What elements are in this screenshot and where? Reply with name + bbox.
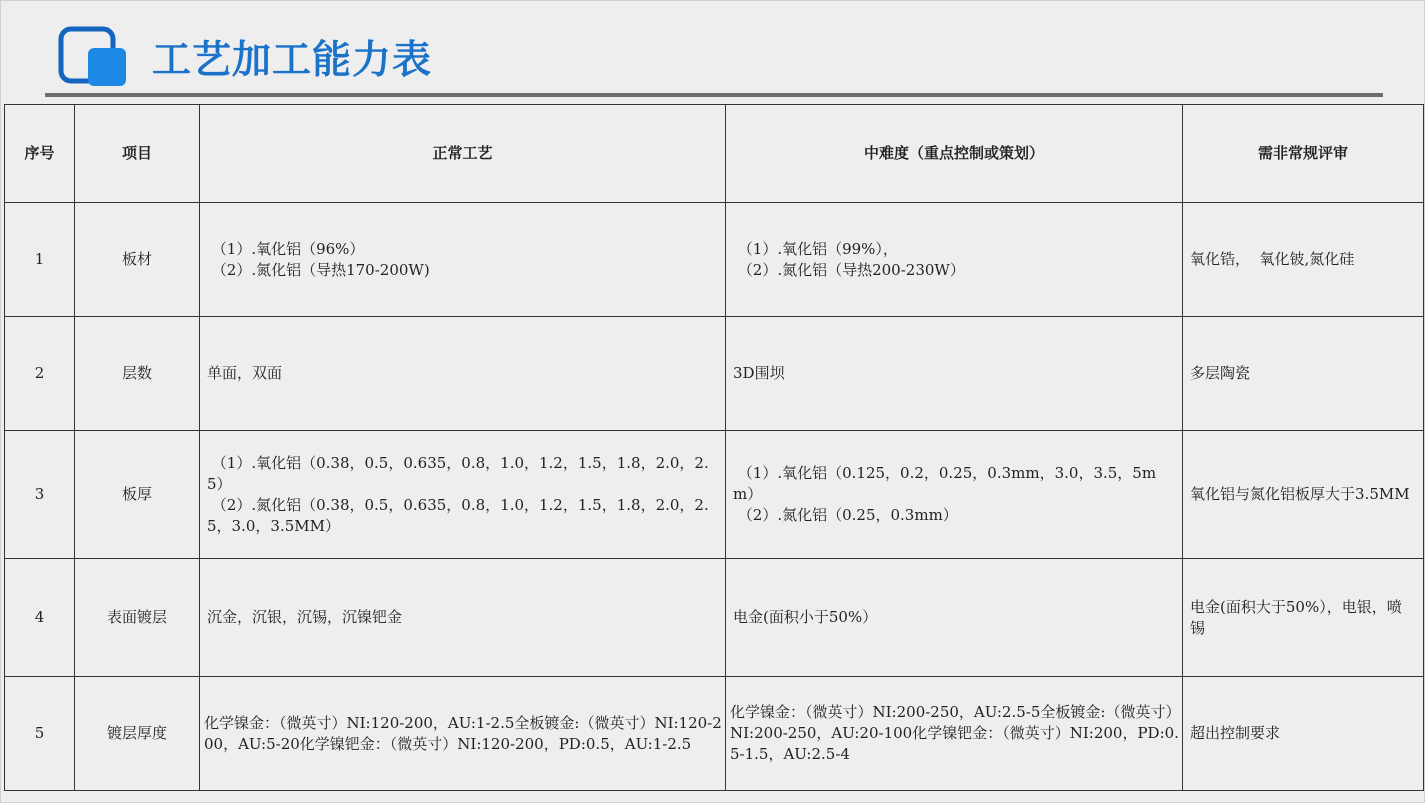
row-normal-text: 单面，双面 bbox=[207, 364, 283, 382]
row-normal-text: （1）.氧化铝（0.38，0.5，0.635，0.8，1.0，1.2，1.5，1.8，2.0，2.5） （2）.氮化铝（0.38，0.5，0.635，0.8，1.0，1.2，1.5，1.8，2.0，2.5，3.0，3.5MM） bbox=[207, 453, 709, 535]
header-normal: 正常工艺 bbox=[200, 105, 726, 203]
row-medium-text: （1）.氧化铝（0.125，0.2，0.25，0.3mm，3.0，3.5，5mm） （2）.氮化铝（0.25，0.3mm） bbox=[733, 464, 1157, 524]
row-normal-text: 化学镍金：（微英寸）NI:120-200，AU:1-2.5全板镀金:（微英寸）NI:120-200，AU:5-20化学镍钯金：（微英寸）NI:120-200，PD:0.5，AU:1-2.5 bbox=[204, 713, 722, 753]
row-item: 镀层厚度 bbox=[75, 677, 200, 791]
row-special-text: 氧化锆， 氧化铍,氮化硅 bbox=[1190, 250, 1355, 268]
logo-icon bbox=[58, 26, 130, 90]
row-special bbox=[1183, 677, 1424, 791]
row-medium-text: 化学镍金：（微英寸）NI:200-250，AU:2.5-5全板镀金:（微英寸）NI:200-250，AU:20-100化学镍钯金：（微英寸）NI:200，PD:0.5-1.5，AU:2.5-4 bbox=[730, 703, 1179, 763]
row-normal-text: （1）.氧化铝（96%） （2）.氮化铝（导热170-200W) bbox=[211, 239, 430, 279]
row-special-text: 超出控制要求 bbox=[1190, 724, 1281, 742]
header-item: 项目 bbox=[75, 105, 200, 203]
row-no: 5 bbox=[5, 677, 75, 791]
row-medium-text: 电金(面积小于50%） bbox=[733, 608, 878, 626]
row-special bbox=[1183, 317, 1424, 431]
table-row bbox=[5, 677, 1424, 791]
row-special bbox=[1183, 431, 1424, 559]
row-special-text: 电金(面积大于50%），电银，喷锡 bbox=[1190, 597, 1402, 637]
row-item: 层数 bbox=[75, 317, 200, 431]
row-normal bbox=[200, 559, 726, 677]
row-normal-text: 沉金，沉银，沉锡，沉镍钯金 bbox=[207, 608, 403, 626]
row-normal bbox=[200, 677, 726, 791]
header-no: 序号 bbox=[5, 105, 75, 203]
row-item: 表面镀层 bbox=[75, 559, 200, 677]
row-no: 3 bbox=[5, 431, 75, 559]
capability-table bbox=[4, 104, 1424, 791]
row-medium bbox=[726, 559, 1183, 677]
row-special-text: 氧化铝与氮化铝板厚大于3.5MM bbox=[1190, 485, 1410, 503]
table-row bbox=[5, 559, 1424, 677]
row-special bbox=[1183, 203, 1424, 317]
row-medium bbox=[726, 677, 1183, 791]
row-normal bbox=[200, 431, 726, 559]
row-medium bbox=[726, 431, 1183, 559]
table-row bbox=[5, 203, 1424, 317]
row-special-text: 多层陶瓷 bbox=[1190, 364, 1251, 382]
header-medium: 中难度（重点控制或策划） bbox=[726, 105, 1183, 203]
table-header-row bbox=[5, 105, 1424, 203]
row-no: 1 bbox=[5, 203, 75, 317]
row-medium-text: 3D围坝 bbox=[733, 364, 785, 382]
row-item: 板厚 bbox=[75, 431, 200, 559]
row-medium-text: （1）.氧化铝（99%）， （2）.氮化铝（导热200-230W） bbox=[737, 239, 965, 279]
row-item: 板材 bbox=[75, 203, 200, 317]
title-divider bbox=[45, 93, 1383, 97]
header-special: 需非常规评审 bbox=[1183, 105, 1424, 203]
table-row bbox=[5, 431, 1424, 559]
row-normal bbox=[200, 317, 726, 431]
row-medium bbox=[726, 203, 1183, 317]
row-normal bbox=[200, 203, 726, 317]
row-no: 2 bbox=[5, 317, 75, 431]
row-medium bbox=[726, 317, 1183, 431]
page-title: 工艺加工能力表 bbox=[152, 38, 433, 83]
row-no: 4 bbox=[5, 559, 75, 677]
row-special bbox=[1183, 559, 1424, 677]
table-row bbox=[5, 317, 1424, 431]
